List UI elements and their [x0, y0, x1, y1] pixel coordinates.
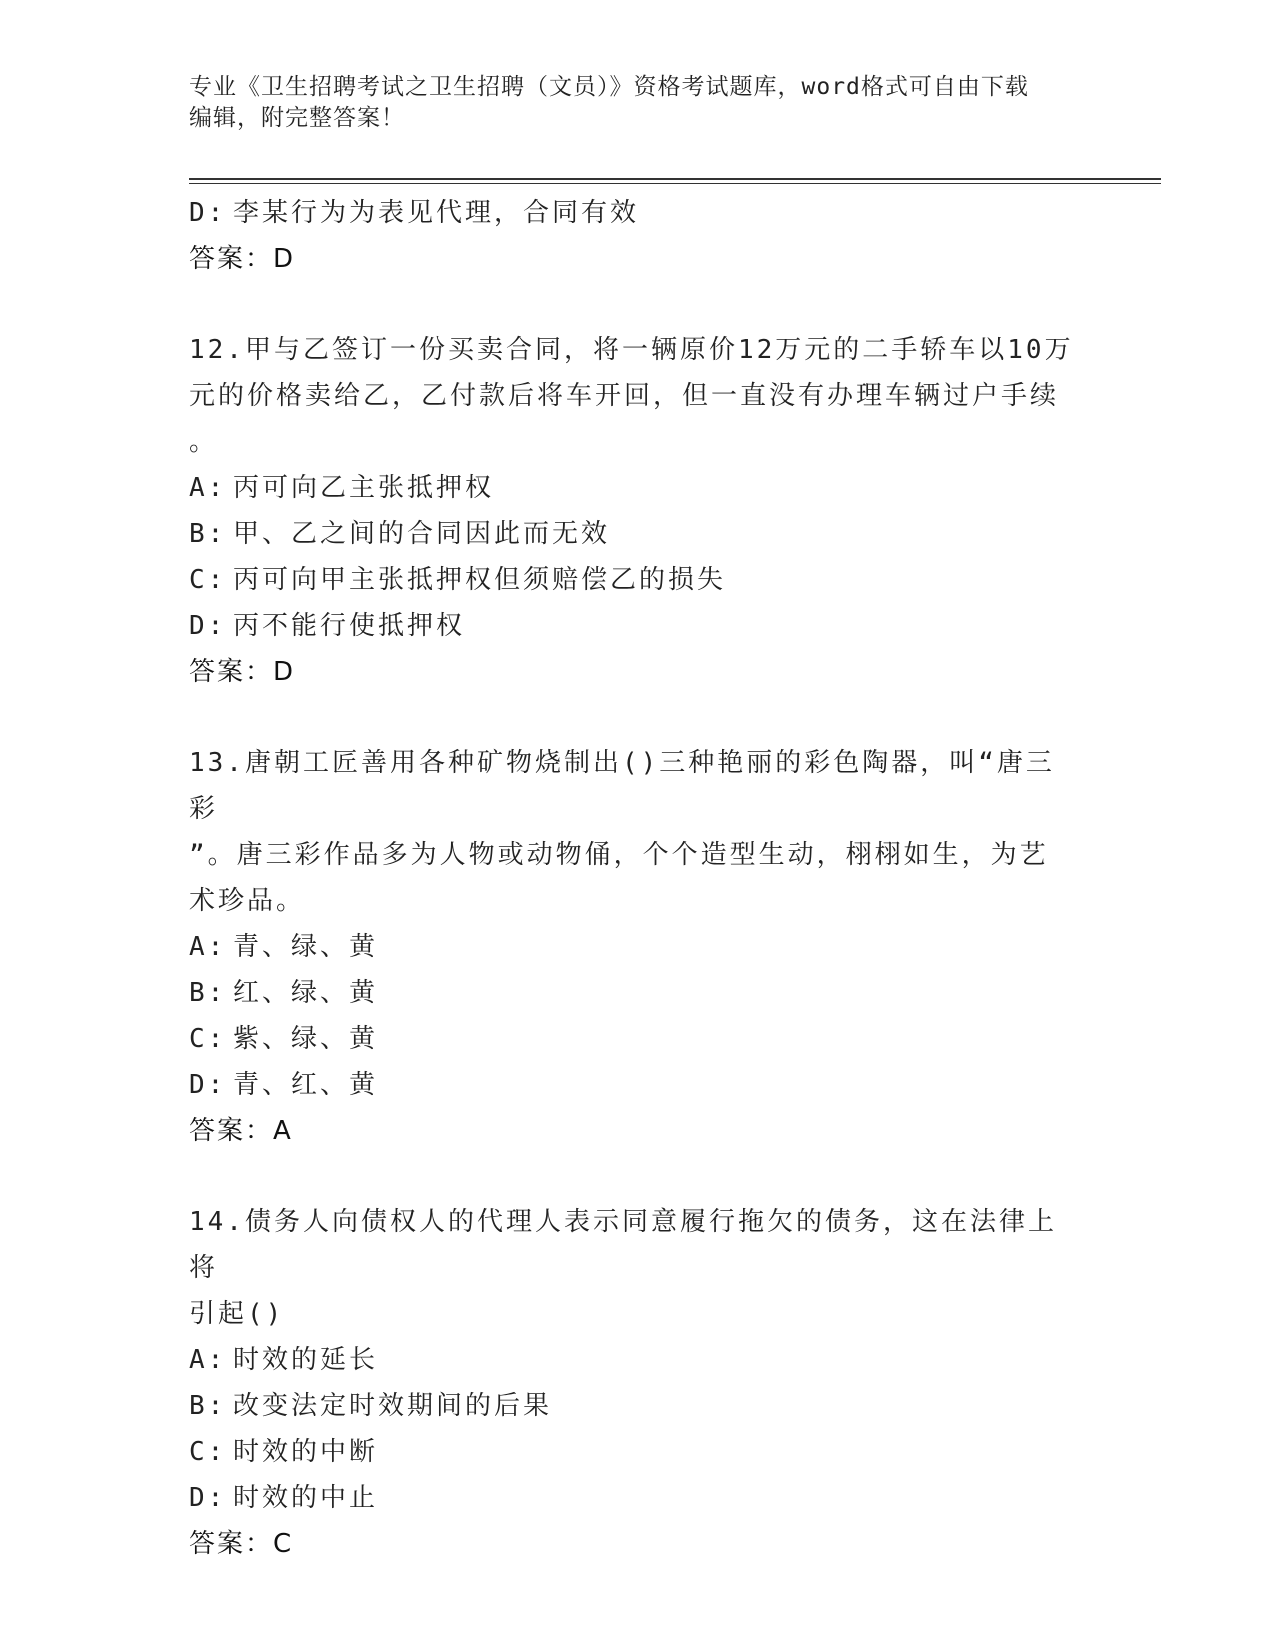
- option-a: [189, 465, 1089, 511]
- option-text: 甲、乙之间的合同因此而无效: [233, 519, 611, 549]
- option-label: B:: [189, 519, 227, 549]
- option-a: [189, 924, 1089, 970]
- option-c: [189, 1016, 1089, 1062]
- option-d: [189, 1062, 1089, 1108]
- question-13: [189, 740, 1089, 1154]
- option-text: 青、绿、黄: [233, 932, 379, 962]
- question-stem-line: 13.唐朝工匠善用各种矿物烧制出()三种艳丽的彩色陶器，叫“唐三彩: [189, 748, 1055, 824]
- question-stem-line: ”。唐三彩作品多为人物或动物俑，个个造型生动，栩栩如生，为艺: [189, 840, 1049, 870]
- answer-line: 答案：D: [189, 657, 296, 687]
- header-line-1: 专业《卫生招聘考试之卫生招聘（文员）》资格考试题库，word格式可自由下载: [189, 74, 1029, 100]
- answer-line: 答案：A: [189, 1116, 293, 1146]
- option-label: D:: [189, 198, 227, 228]
- option-d: [189, 603, 1089, 649]
- option-text: 紫、绿、黄: [233, 1024, 379, 1054]
- option-label: B:: [189, 1391, 227, 1421]
- option-text: 时效的延长: [233, 1345, 379, 1375]
- option-label: C:: [189, 1437, 227, 1467]
- option-text: 丙可向乙主张抵押权: [233, 473, 495, 503]
- option-text: 时效的中断: [233, 1437, 379, 1467]
- prev-answer: 答案：D: [189, 244, 296, 274]
- document-header: [189, 72, 1069, 134]
- option-c: [189, 1429, 1089, 1475]
- option-text: 时效的中止: [233, 1483, 379, 1513]
- option-b: [189, 511, 1089, 557]
- option-label: B:: [189, 978, 227, 1008]
- option-text: 改变法定时效期间的后果: [233, 1391, 553, 1421]
- question-stem-line: 14.债务人向债权人的代理人表示同意履行拖欠的债务，这在法律上将: [189, 1207, 1057, 1283]
- question-14: [189, 1199, 1089, 1567]
- spacer: [189, 695, 1089, 740]
- question-stem-line: 元的价格卖给乙，乙付款后将车开回，但一直没有办理车辆过户手续: [189, 381, 1060, 411]
- answer-line: 答案：C: [189, 1529, 294, 1559]
- option-text: 丙不能行使抵押权: [233, 611, 466, 641]
- option-label: C:: [189, 1024, 227, 1054]
- option-label: C:: [189, 565, 227, 595]
- header-divider-thin: [189, 183, 1161, 184]
- header-line-2: 编辑，附完整答案！: [189, 105, 405, 131]
- option-a: [189, 1337, 1089, 1383]
- option-b: [189, 970, 1089, 1016]
- question-12: [189, 327, 1089, 695]
- option-label: D:: [189, 611, 227, 641]
- spacer: [189, 282, 1089, 327]
- option-label: A:: [189, 473, 227, 503]
- question-list: [189, 190, 1089, 1567]
- option-d: [189, 1475, 1089, 1521]
- question-stem-line: 12.甲与乙签订一份买卖合同，将一辆原价12万元的二手轿车以10万: [189, 335, 1074, 365]
- option-text: 红、绿、黄: [233, 978, 379, 1008]
- option-text: 青、红、黄: [233, 1070, 379, 1100]
- question-stem-line: 。: [189, 427, 219, 457]
- option-b: [189, 1383, 1089, 1429]
- option-text: 丙可向甲主张抵押权但须赔偿乙的损失: [233, 565, 727, 595]
- prev-option-d: [189, 190, 1089, 236]
- option-label: D:: [189, 1070, 227, 1100]
- option-label: A:: [189, 1345, 227, 1375]
- option-text: 李某行为为表见代理，合同有效: [233, 198, 640, 228]
- question-stem-line: 术珍品。: [189, 886, 306, 916]
- header-divider-thick: [189, 178, 1161, 180]
- option-label: D:: [189, 1483, 227, 1513]
- question-stem-line: 引起(): [189, 1299, 285, 1329]
- spacer: [189, 1154, 1089, 1199]
- option-label: A:: [189, 932, 227, 962]
- option-c: [189, 557, 1089, 603]
